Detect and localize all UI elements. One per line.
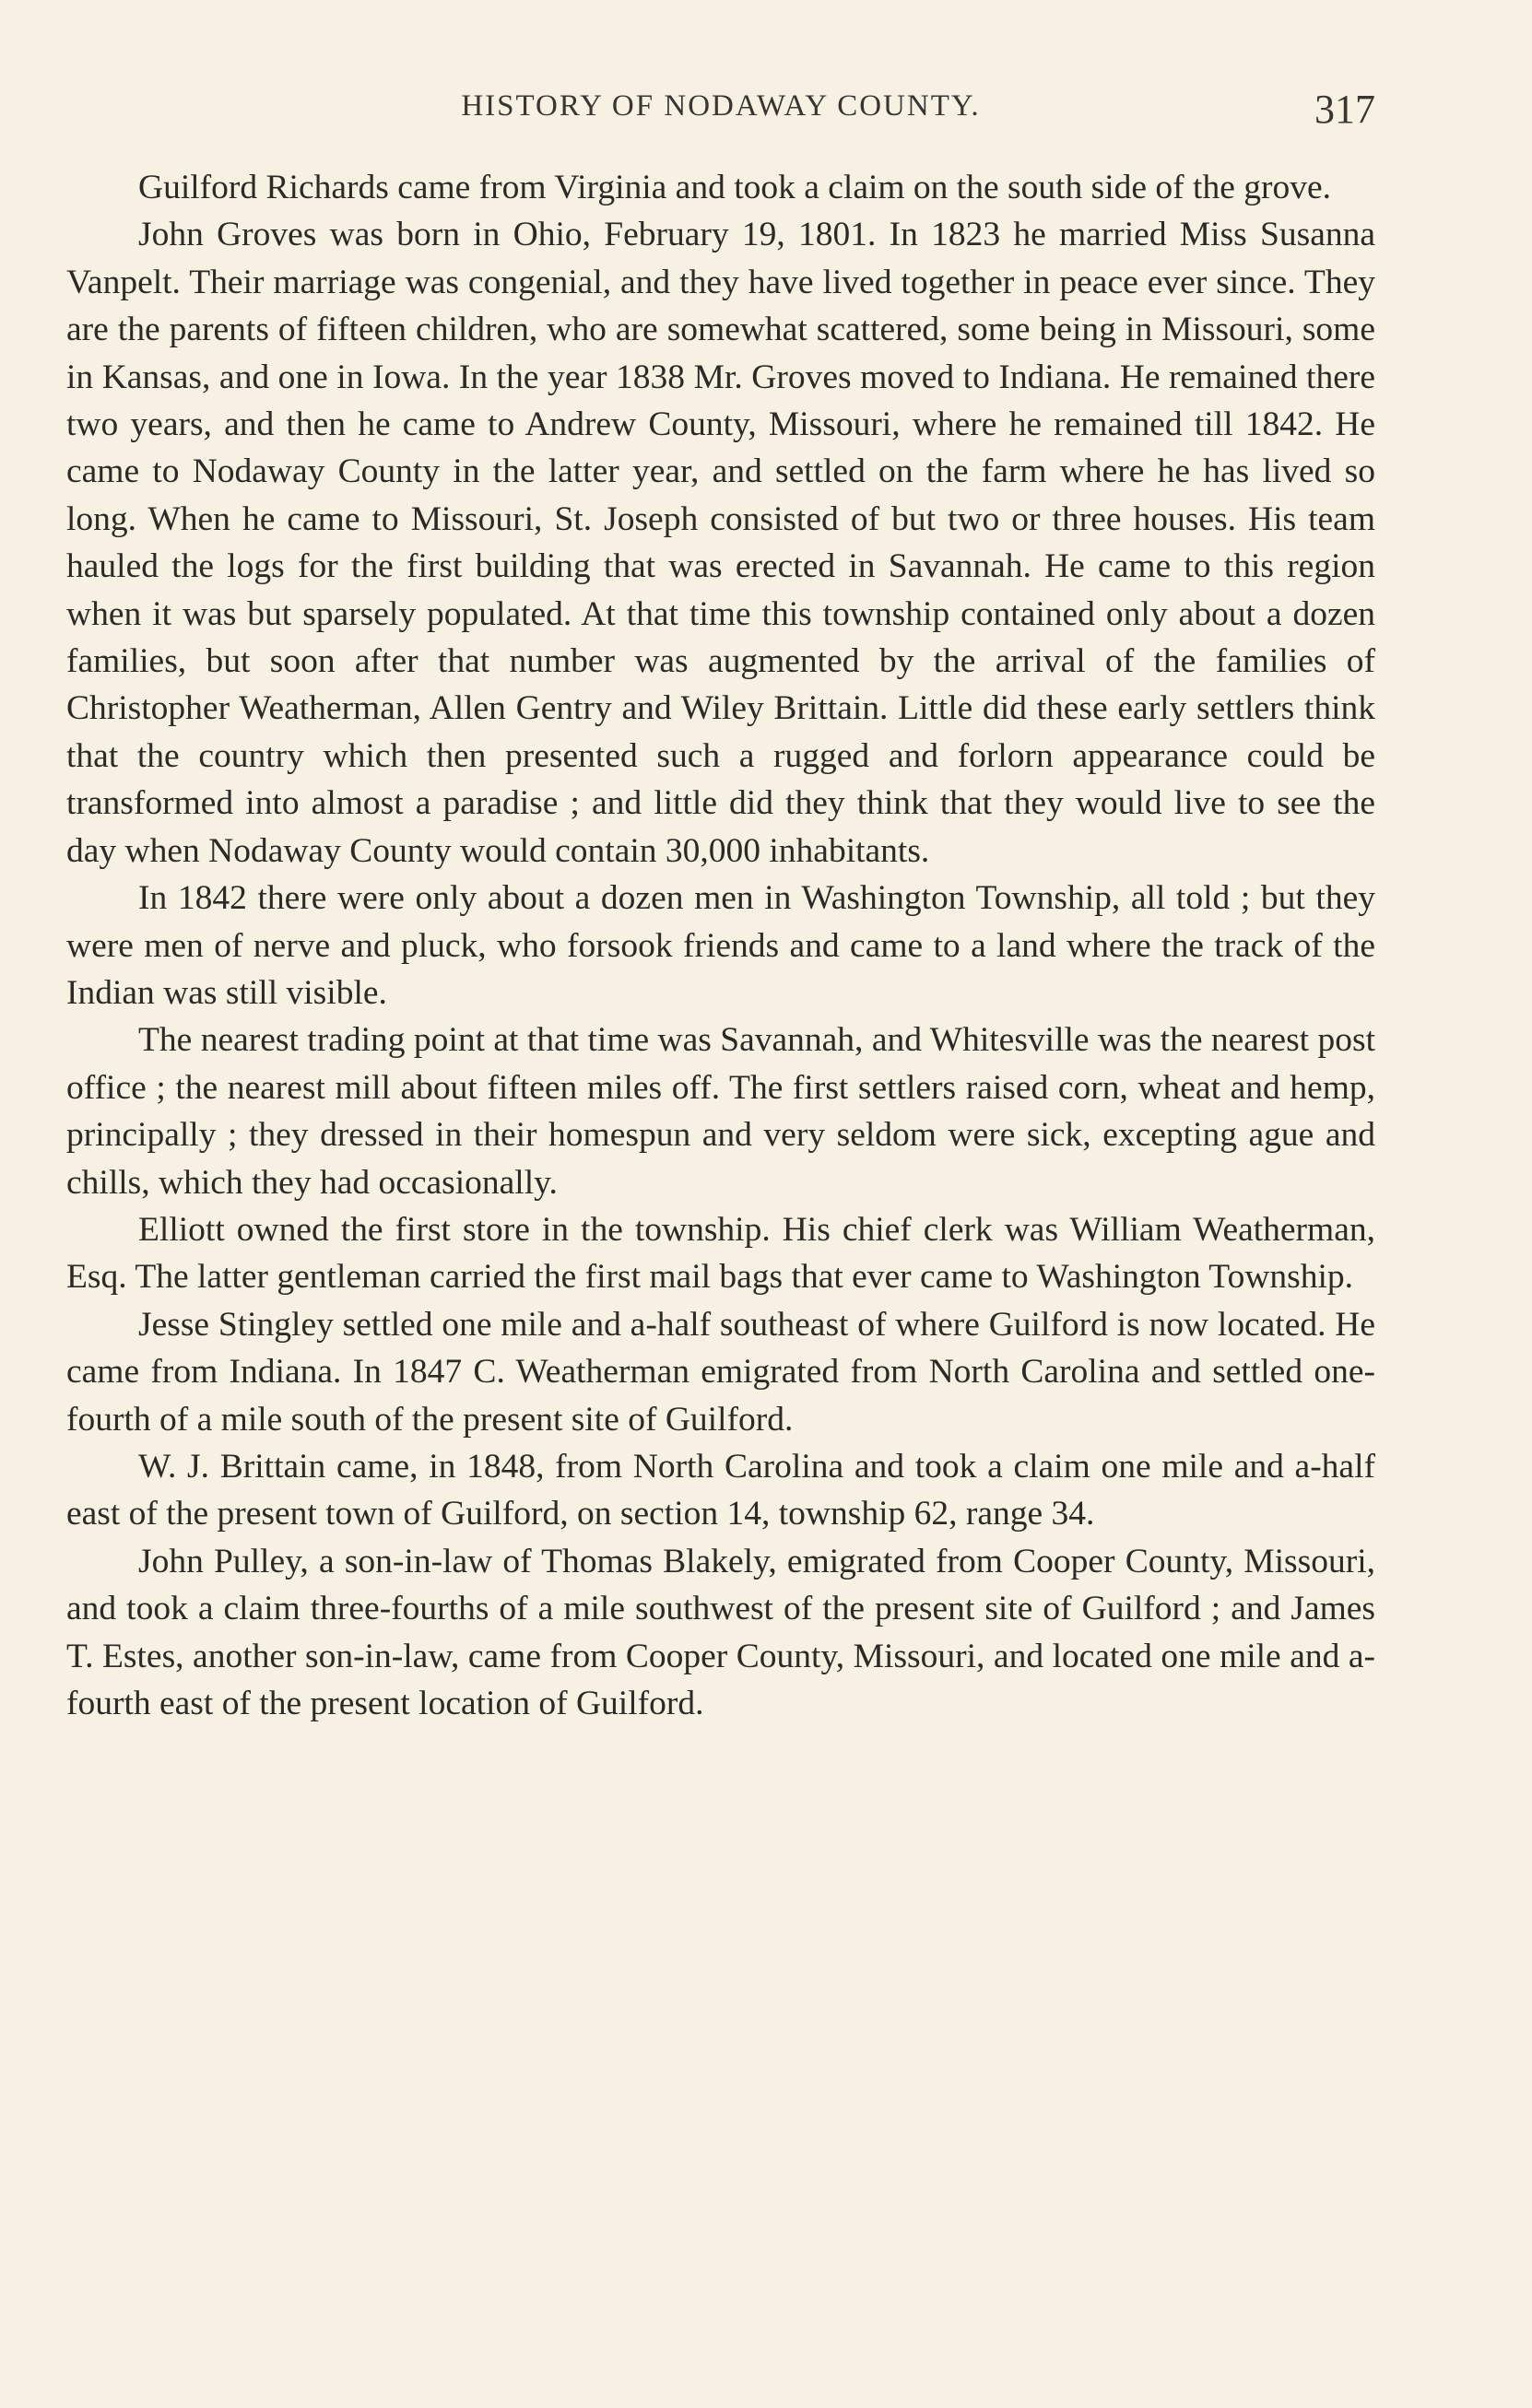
paragraph: John Pulley, a son-in-law of Thomas Blakely, emigrated from Cooper County, Missouri, and took a claim three-fourths of a mile southwest of the present site of Guilford ; and James T. Estes, another son-in-law, came from Cooper County, Missouri, and located one mile and a-fourth east of the present location of Guilford. (66, 1542, 1375, 1722)
running-title: HISTORY OF NODAWAY COUNTY. (461, 89, 981, 123)
paragraph: The nearest trading point at that time was Savannah, and Whitesville was the nearest post office ; the nearest mill about fifteen miles off. The first settlers raised corn, wheat and hemp, principally ; they dressed in their homespun and very seldom were sick, excepting ague and chills, which they had occasionally. (66, 1021, 1375, 1202)
page-number: 317 (1314, 87, 1375, 132)
paragraph: Guilford Richards came from Virginia and took a claim on the south side of the grove. (138, 169, 1331, 206)
body-text (66, 164, 1375, 1727)
paragraph: Elliott owned the first store in the township. His chief clerk was William Weatherman, Esq. The latter gentleman carried the first mail bags that ever came to Washington Township. (66, 1210, 1375, 1297)
running-head (66, 83, 1375, 132)
paragraph: Jesse Stingley settled one mile and a-half southeast of where Guilford is now located. He came from Indiana. In 1847 C. Weatherman emigrated from North Carolina and settled one-fourth of a mile south of the present site of Guilford. (66, 1305, 1375, 1439)
paragraph: John Groves was born in Ohio, February 19, 1801. In 1823 he married Miss Susanna Vanpelt. Their marriage was congenial, and they have lived together in peace ever since. They are the parents of fifteen children, who are somewhat scattered, some being in Missouri, some in Kansas, and one in Iowa. In the year 1838 Mr. Groves moved to Indiana. He remained there two years, and then he came to Andrew County, Missouri, where he remained till 1842. He came to Nodaway County in the latter year, and settled on the farm where he has lived so long. When he came to Missouri, St. Joseph consisted of but two or three houses. His team hauled the logs for the first building that was erected in Savannah. He came to this region when it was but sparsely populated. At that time this township contained only about a dozen families, but soon after that number was augmented by the arrival of the families of Christopher Weatherman, Allen Gentry and Wiley Brittain. Little did these early settlers think that the country which then presented such a rugged and forlorn appearance could be transformed into almost a paradise ; and little did they think that they would live to see the day when Nodaway County would contain 30,000 inhabitants. (66, 216, 1375, 870)
paragraph: In 1842 there were only about a dozen men in Washington Township, all told ; but they were men of nerve and pluck, who forsook friends and came to a land where the track of the Indian was still visible. (66, 879, 1375, 1012)
paragraph: W. J. Brittain came, in 1848, from North Carolina and took a claim one mile and a-half east of the present town of Guilford, on section 14, township 62, range 34. (66, 1447, 1375, 1533)
